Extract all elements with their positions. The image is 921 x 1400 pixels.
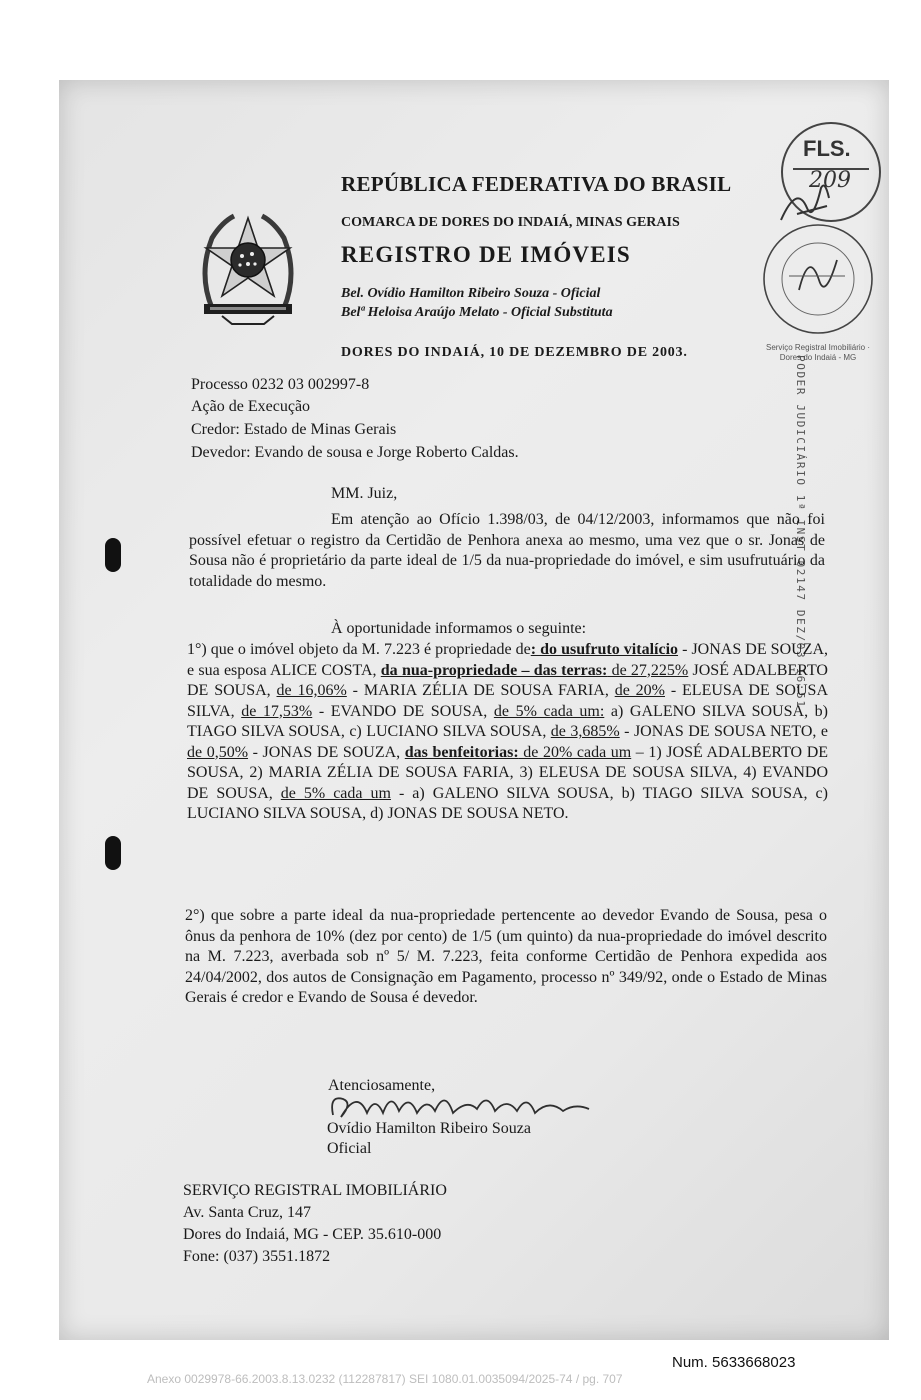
p2-share: de 20% cada um — [518, 743, 632, 761]
case-creditor: Credor: Estado de Minas Gerais — [191, 421, 397, 438]
scanned-page — [59, 80, 889, 1340]
p2-text: - MARIA ZÉLIA DE SOUSA FARIA, — [346, 682, 615, 699]
p2-text: - JONAS DE SOUZA, e sua esposa ALICE COSTA, — [187, 641, 829, 679]
side-protocol-stamp — [787, 355, 809, 709]
side-protocol-text: PODER JUDICIÁRIO 1ª INST 02147 DEZ/03 16:51 — [794, 355, 807, 709]
header-title: REPÚBLICA FEDERATIVA DO BRASIL — [341, 172, 732, 196]
p2-bare-ownership-label: da nua-propriedade – das terras: — [380, 661, 608, 679]
p2-text: - JONAS DE SOUZA, — [248, 743, 405, 761]
p2-share: de 5% cada um: — [493, 702, 605, 720]
signer-name: Ovídio Hamilton Ribeiro Souza — [327, 1120, 531, 1137]
registry-seal-text: Serviço Registral Imobiliário · Dores do Indaiá - MG — [765, 343, 871, 362]
registry-seal-stamp — [759, 220, 877, 338]
p2-text: - a) GALENO SILVA SOUSA, b) TIAGO SILVA SOUSA, c) LUCIANO SILVA SOUSA, d) JONAS DE SOUSA NETO. — [187, 784, 828, 822]
annex-reference: Anexo 0029978-66.2003.8.13.0232 (112287817) SEI 1080.01.0035094/2025-74 / pg. 707 — [147, 1372, 623, 1386]
paragraph-1 — [189, 510, 825, 592]
case-debtor: Devedor: Evando de sousa e Jorge Roberto Caldas. — [191, 444, 519, 461]
p2-share: de 16,06% — [276, 682, 347, 699]
p2-text: a) GALENO SILVA SOUSA, b) TIAGO SILVA SOUSA, c) LUCIANO SILVA SOUSA, — [187, 702, 828, 740]
punch-hole — [105, 836, 121, 870]
p2-share: de 3,685% — [550, 723, 620, 740]
footer-city: Dores do Indaiá, MG - CEP. 35.610-000 — [183, 1226, 442, 1243]
footer-street: Av. Santa Cruz, 147 — [183, 1204, 311, 1221]
p2-share: de 17,53% — [241, 702, 313, 720]
p2-text: JOSÉ ADALBERTO DE SOUSA, — [187, 661, 828, 699]
document-number: Num. 5633668023 — [672, 1354, 796, 1371]
p2-share: de 5% cada um — [280, 784, 391, 802]
footer-phone: Fone: (037) 3551.1872 — [183, 1248, 331, 1265]
p2-share: de 27,225% — [607, 661, 689, 679]
p2-usufruct-label: : do usufruto vitalício — [530, 641, 679, 658]
paragraph-1-text: Em atenção ao Ofício 1.398/03, de 04/12/2003, informamos que não foi possível efetuar o registro da Certidão de Penhora anexa ao mesmo, uma vez que o sr. Jonas de Sousa não é proprietário da parte ideal de 1/5 da nua-propriedade do imóvel, e sim usufrutuário da totalidade do mesmo. — [189, 511, 825, 590]
p2-improvements-label: das benfeitorias: — [404, 743, 519, 761]
fls-number: 209 — [809, 168, 851, 193]
p2-text: 1°) que o imóvel objeto da M. 7.223 é propriedade de — [187, 641, 531, 658]
case-action: Ação de Execução — [191, 398, 311, 415]
case-process: Processo 0232 03 002997-8 — [191, 376, 370, 393]
p2-text: - EVANDO DE SOUSA, — [312, 702, 494, 720]
p2-text: – 1) JOSÉ ADALBERTO DE SOUSA, 2) MARIA ZÉLIA DE SOUSA FARIA, 3) ELEUSA DE SOUSA SILVA, 4) EVANDO DE SOUSA, — [187, 743, 829, 802]
p2-text: - JONAS DE SOUSA NETO, e — [619, 723, 828, 740]
header-substitute-official: Belª Heloisa Araújo Melato - Oficial Substituta — [341, 305, 613, 320]
coat-of-arms-emblem — [192, 204, 304, 334]
p2-share: de 0,50% — [187, 743, 249, 761]
closing-greeting: Atenciosamente, — [328, 1077, 436, 1094]
punch-hole — [105, 538, 121, 572]
paragraph-2-intro: À oportunidade informamos o seguinte: — [331, 620, 587, 637]
handwritten-signature — [327, 1085, 597, 1125]
p2-share: de 20% — [614, 682, 665, 699]
header-official: Bel. Ovídio Hamilton Ribeiro Souza - Oficial — [341, 286, 601, 301]
paragraph-3-text: 2°) que sobre a parte ideal da nua-propriedade pertencente ao devedor Evando de Sousa, pesa o ônus da penhora de 10% (dez por cento) de 1/5 (um quinto) da nua-propriedade do imóvel descrito na M. 7.223, averbada sob nº 5/ M. 7.223, feita conforme Certidão de Penhora expedida aos 24/04/2002, dos autos de Consignação em Pagamento, processo nº 349/92, onde o Estado de Minas Gerais é credor e Evando de Sousa é devedor. — [185, 907, 827, 1006]
fls-label: FLS. — [803, 136, 851, 161]
salutation: MM. Juiz, — [331, 485, 398, 502]
signer-role: Oficial — [327, 1140, 372, 1157]
footer-office: SERVIÇO REGISTRAL IMOBILIÁRIO — [183, 1182, 447, 1199]
header-comarca: COMARCA DE DORES DO INDAIÁ, MINAS GERAIS — [341, 215, 680, 230]
header-date: DORES DO INDAIÁ, 10 DE DEZEMBRO DE 2003. — [341, 345, 688, 360]
p2-text: - ELEUSA DE SOUSA SILVA, — [187, 682, 828, 720]
header-registry: REGISTRO DE IMÓVEIS — [341, 242, 631, 267]
paragraph-2 — [187, 640, 828, 825]
paragraph-3 — [185, 906, 827, 1009]
